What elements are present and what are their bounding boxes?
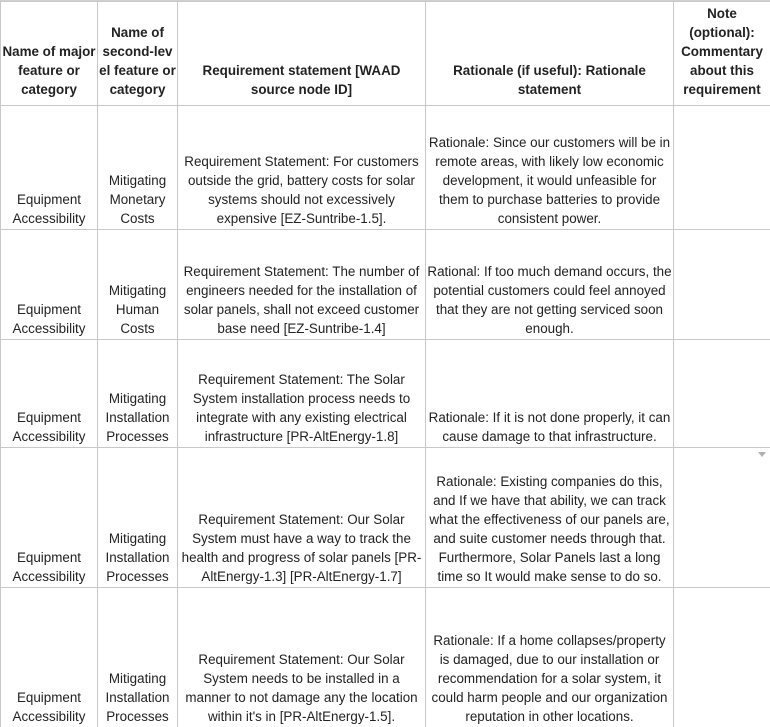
cell-second-level-feature[interactable]: Mitigating Installation Processes — [98, 588, 178, 727]
cell-major-feature[interactable]: Equipment Accessibility — [1, 448, 98, 588]
cell-rationale[interactable]: Rationale: Existing companies do this, and If we have that ability, we can track what the effectiveness of our panels are, and suite customer needs through that. Furthermore, Solar Panels last a long time so It would make sense to do so. — [426, 448, 674, 588]
cell-requirement-statement[interactable]: Requirement Statement: The number of engineers needed for the installation of solar panels, shall not exceed customer base need [EZ-Suntribe-1.4] — [178, 230, 426, 340]
cell-rationale[interactable]: Rational: If too much demand occurs, the potential customers could feel annoyed that they are not getting serviced soon enough. — [426, 230, 674, 340]
cell-requirement-statement[interactable]: Requirement Statement: Our Solar System needs to be installed in a manner to not damage any the location within it's in [PR-AltEnergy-1.5]. — [178, 588, 426, 727]
cell-note[interactable] — [674, 448, 770, 588]
header-row — [1, 2, 770, 106]
header-second-level-feature[interactable]: Name of second-lev el feature or category — [98, 2, 178, 106]
cell-requirement-statement[interactable]: Requirement Statement: For customers outside the grid, battery costs for solar systems should not excessively expensive [EZ-Suntribe-1.5]. — [178, 106, 426, 230]
cell-major-feature[interactable]: Equipment Accessibility — [1, 340, 98, 448]
cell-rationale[interactable]: Rationale: If a home collapses/property is damaged, due to our installation or recommendation for a solar system, it could harm people and our organization reputation in other locations. — [426, 588, 674, 727]
cell-rationale[interactable]: Rationale: Since our customers will be in remote areas, with likely low economic development, it would unfeasible for them to purchase batteries to provide consistent power. — [426, 106, 674, 230]
header-requirement-statement[interactable]: Requirement statement [WAAD source node ID] — [178, 2, 426, 106]
header-note[interactable]: Note (optional): Commentary about this requirement — [674, 2, 770, 106]
cell-note[interactable] — [674, 230, 770, 340]
header-rationale[interactable]: Rationale (if useful): Rationale statement — [426, 2, 674, 106]
table-row — [1, 230, 770, 340]
cell-second-level-feature[interactable]: Mitigating Human Costs — [98, 230, 178, 340]
table-row — [1, 106, 770, 230]
cell-rationale[interactable]: Rationale: If it is not done properly, it can cause damage to that infrastructure. — [426, 340, 674, 448]
cell-requirement-statement[interactable]: Requirement Statement: The Solar System installation process needs to integrate with any existing electrical infrastructure [PR-AltEnergy-1.8] — [178, 340, 426, 448]
cell-second-level-feature[interactable]: Mitigating Installation Processes — [98, 448, 178, 588]
cell-major-feature[interactable]: Equipment Accessibility — [1, 230, 98, 340]
header-major-feature[interactable]: Name of major feature or category — [1, 2, 98, 106]
requirements-table — [0, 1, 770, 727]
cell-requirement-statement[interactable]: Requirement Statement: Our Solar System must have a way to track the health and progress of solar panels [PR-AltEnergy-1.3] [PR-AltEnergy-1.7] — [178, 448, 426, 588]
cell-second-level-feature[interactable]: Mitigating Installation Processes — [98, 340, 178, 448]
dropdown-arrow-icon[interactable] — [758, 452, 766, 457]
cell-major-feature[interactable]: Equipment Accessibility — [1, 588, 98, 727]
cell-major-feature[interactable]: Equipment Accessibility — [1, 106, 98, 230]
table-row — [1, 448, 770, 588]
cell-note[interactable] — [674, 340, 770, 448]
cell-second-level-feature[interactable]: Mitigating Monetary Costs — [98, 106, 178, 230]
table-row — [1, 340, 770, 448]
table-row — [1, 588, 770, 727]
cell-note[interactable] — [674, 588, 770, 727]
cell-note[interactable] — [674, 106, 770, 230]
